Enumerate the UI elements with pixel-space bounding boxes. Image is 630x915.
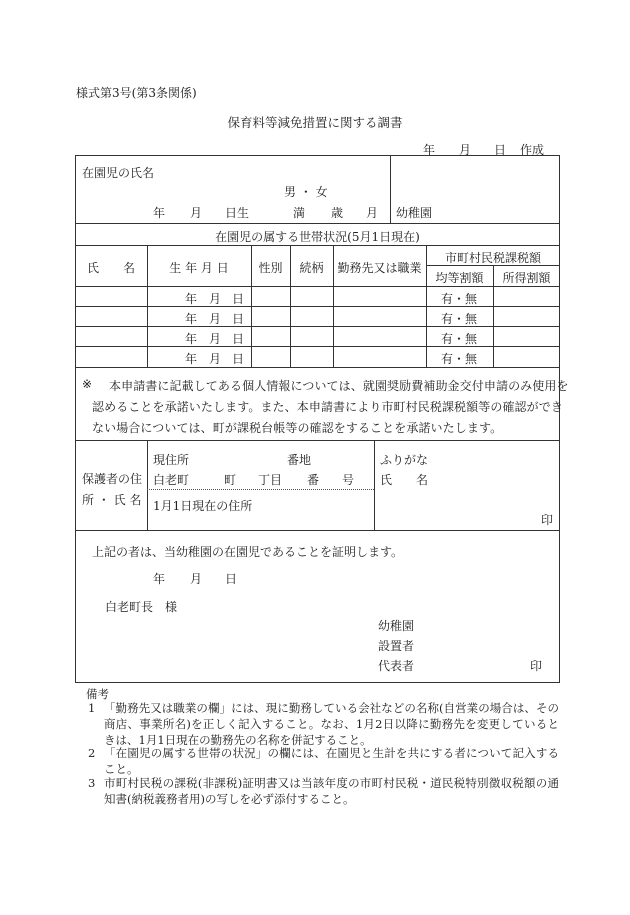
col-header-relation: 続柄 bbox=[299, 261, 324, 275]
note-text: 「勤務先又は職業の欄」には、現に勤務している会社などの名称(自営業の場合は、その商店、事業所名)を正しく記入すること。なお、1月2日以降に勤務先を変更しているときは、1月1日現在の勤務先の名称を併記すること。 bbox=[104, 701, 559, 747]
created-month-label: 月 bbox=[459, 143, 472, 157]
row-dob-day: 日 bbox=[232, 352, 245, 366]
col-header-equal-tax: 均等割額 bbox=[435, 271, 484, 285]
consent-line-2: 認めることを承諾いたします。また、本申請書により市町村民税課税額等の確認ができ bbox=[92, 400, 563, 414]
note-text: 市町村民税の課税(非課税)証明書又は当該年度の市町村民税・道民税特別徴収税額の通知書(納税義務者用)の写しを必ず添付すること。 bbox=[104, 776, 559, 806]
row-dob-year: 年 bbox=[185, 312, 198, 326]
row-dob-day: 日 bbox=[232, 332, 245, 346]
row-dob-day: 日 bbox=[232, 312, 245, 326]
addressee-label: 白老町長 様 bbox=[105, 600, 178, 614]
child-dob-day: 日生 bbox=[225, 206, 250, 220]
child-gender-choice: 男 ・ 女 bbox=[284, 185, 328, 199]
kindergarten-label: 幼稚園 bbox=[396, 206, 433, 220]
guardian-label-line1: 保護者の住 bbox=[82, 472, 143, 486]
banchi-label: 番地 bbox=[287, 453, 312, 467]
row-dob-year: 年 bbox=[185, 332, 198, 346]
col-header-gender: 性別 bbox=[258, 261, 283, 275]
note-number: 1 bbox=[88, 701, 96, 715]
certification-statement: 上記の者は、当幼稚園の在園児であることを証明します。 bbox=[92, 545, 404, 559]
furigana-label: ふりがな bbox=[380, 453, 429, 467]
col-header-tax-group: 市町村民税課税額 bbox=[444, 251, 541, 265]
consent-mark: ※ bbox=[82, 377, 93, 391]
created-day-label: 日 bbox=[494, 143, 507, 157]
row-dob-month: 月 bbox=[209, 352, 222, 366]
cert-kindergarten-label: 幼稚園 bbox=[378, 619, 415, 633]
cert-month-label: 月 bbox=[190, 572, 203, 586]
go-label: 号 bbox=[342, 473, 355, 487]
col-header-dob: 生 年 月 日 bbox=[169, 261, 229, 275]
chome-label: 丁目 bbox=[258, 473, 283, 487]
row-dob-day: 日 bbox=[232, 292, 245, 306]
child-dob-month: 月 bbox=[190, 206, 203, 220]
cert-founder-label: 設置者 bbox=[378, 639, 415, 653]
row-tax-choice: 有・無 bbox=[441, 332, 478, 346]
note-text: 「在園児の属する世帯の状況」の欄には、在園児と生計を共にする者について記入すること。 bbox=[104, 746, 559, 776]
consent-line-3: ない場合については、町が課税台帳等の確認をすることを承諾いたします。 bbox=[92, 421, 503, 435]
ban-label: 番 bbox=[307, 473, 320, 487]
col-header-income-tax: 所得割額 bbox=[502, 271, 551, 285]
cert-year-label: 年 bbox=[153, 572, 166, 586]
cho-label: 町 bbox=[224, 473, 237, 487]
col-header-name: 氏 名 bbox=[86, 261, 135, 275]
page-title: 保育料等減免措置に関する調書 bbox=[227, 115, 403, 130]
guardian-seal-mark: 印 bbox=[541, 513, 554, 527]
row-dob-year: 年 bbox=[185, 352, 198, 366]
row-dob-month: 月 bbox=[209, 332, 222, 346]
row-tax-choice: 有・無 bbox=[441, 292, 478, 306]
created-suffix-label: 作成 bbox=[520, 143, 545, 157]
row-dob-month: 月 bbox=[209, 292, 222, 306]
child-age-years: 歳 bbox=[331, 206, 344, 220]
child-name-label: 在園児の氏名 bbox=[82, 166, 155, 180]
current-address-label: 現住所 bbox=[153, 453, 190, 467]
jan1-address-label: 1月1日現在の住所 bbox=[153, 499, 253, 513]
cert-representative-label: 代表者 bbox=[378, 659, 415, 673]
row-tax-choice: 有・無 bbox=[441, 312, 478, 326]
row-dob-month: 月 bbox=[209, 312, 222, 326]
row-dob-year: 年 bbox=[185, 292, 198, 306]
guardian-label-line2: 所 ・ 氏 名 bbox=[82, 493, 142, 507]
consent-line-1: 本申請書に記載してある個人情報については、就園奨励費補助金交付申請のみ使用を bbox=[109, 379, 569, 393]
child-dob-year: 年 bbox=[153, 206, 166, 220]
col-header-workplace: 勤務先又は職業 bbox=[337, 261, 422, 275]
child-age-full: 満 bbox=[293, 206, 306, 220]
household-section-title: 在園児の属する世帯状況(5月1日現在) bbox=[215, 230, 420, 244]
cert-day-label: 日 bbox=[225, 572, 238, 586]
note-number: 3 bbox=[88, 776, 96, 790]
guardian-name-label: 氏 名 bbox=[380, 473, 429, 487]
form-number: 様式第3号(第3条関係) bbox=[76, 86, 197, 100]
cert-seal-mark: 印 bbox=[530, 659, 543, 673]
child-age-months: 月 bbox=[366, 206, 379, 220]
created-year-label: 年 bbox=[423, 143, 436, 157]
town-label: 白老町 bbox=[153, 473, 190, 487]
row-tax-choice: 有・無 bbox=[441, 352, 478, 366]
note-number: 2 bbox=[88, 746, 96, 760]
notes-heading: 備考 bbox=[86, 687, 109, 701]
